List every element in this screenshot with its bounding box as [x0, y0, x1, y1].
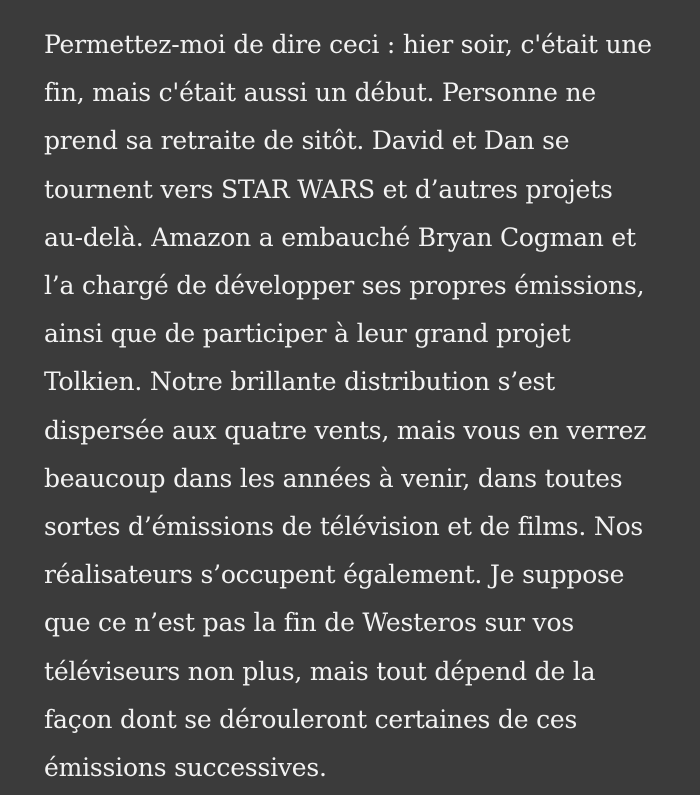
paragraph-line: fin, mais c'était aussi un début. Personne ne: [44, 78, 596, 108]
paragraph-line: au-delà. Amazon a embauché Bryan Cogman et: [44, 222, 636, 252]
article-paragraph: [44, 21, 676, 792]
paragraph-line: téléviseurs non plus, mais tout dépend de la: [44, 656, 596, 686]
paragraph-line: que ce n’est pas la fin de Westeros sur vos: [44, 608, 574, 638]
paragraph-line: Tolkien. Notre brillante distribution s’est: [44, 367, 556, 397]
paragraph-line: Permettez-moi de dire ceci : hier soir, c'était une: [44, 30, 652, 59]
paragraph-line: beaucoup dans les années à venir, dans toutes: [44, 463, 623, 493]
paragraph-line: réalisateurs s’occupent également. Je suppose: [44, 560, 625, 590]
paragraph-line: tournent vers STAR WARS et d’autres projets: [44, 174, 613, 204]
paragraph-line: sortes d’émissions de télévision et de films. Nos: [44, 512, 644, 542]
paragraph-line: l’a chargé de développer ses propres émissions,: [44, 271, 645, 301]
paragraph-line: ainsi que de participer à leur grand projet: [44, 319, 571, 349]
paragraph-line: dispersée aux quatre vents, mais vous en verrez: [44, 415, 647, 445]
paragraph-line: prend sa retraite de sitôt. David et Dan se: [44, 126, 570, 156]
paragraph-line: émissions successives.: [44, 753, 327, 783]
paragraph-line: façon dont se dérouleront certaines de ces: [44, 704, 578, 734]
